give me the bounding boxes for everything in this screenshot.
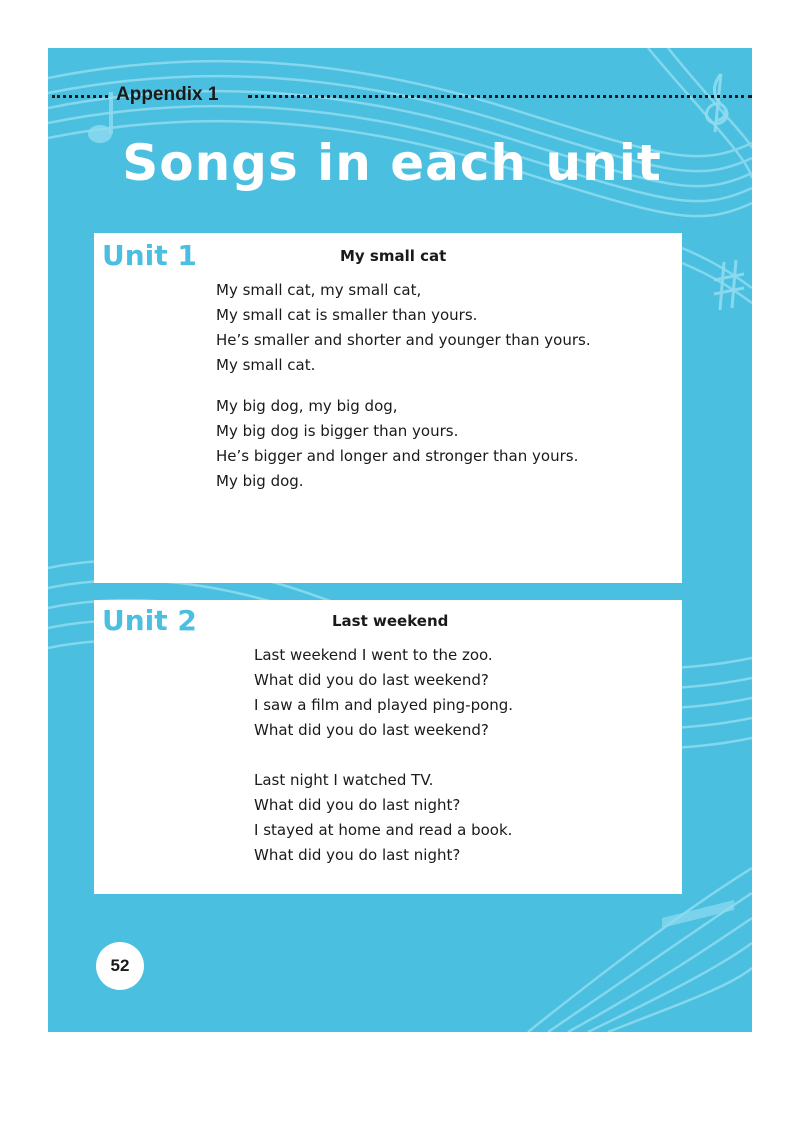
unit-label: Unit 1	[102, 239, 197, 272]
lyric-line: Last weekend I went to the zoo.	[254, 646, 493, 664]
music-note-icon	[658, 888, 738, 948]
song-title: Last weekend	[332, 612, 449, 630]
lyric-line: My big dog, my big dog,	[216, 397, 398, 415]
page-title: Songs in each unit	[122, 134, 662, 192]
dotted-rule-right	[248, 95, 752, 98]
unit-label: Unit 2	[102, 604, 197, 637]
lyric-line: My big dog is bigger than yours.	[216, 422, 459, 440]
lyric-line: He’s bigger and longer and stronger than yours.	[216, 447, 579, 465]
stanza	[216, 394, 578, 494]
page-number: 52	[110, 956, 130, 975]
sharp-icon	[712, 258, 746, 314]
stanza	[254, 643, 513, 743]
song-title: My small cat	[340, 247, 447, 265]
stanza	[254, 768, 512, 868]
lyric-line: What did you do last night?	[254, 846, 461, 864]
unit-2-card	[94, 600, 682, 894]
stanza	[216, 278, 591, 378]
lyric-line: What did you do last weekend?	[254, 721, 489, 739]
appendix-header	[52, 84, 752, 108]
lyric-line: My small cat is smaller than yours.	[216, 306, 478, 324]
appendix-label: Appendix 1	[116, 84, 219, 105]
lyric-line: What did you do last night?	[254, 796, 461, 814]
lyric-line: My small cat, my small cat,	[216, 281, 422, 299]
lyric-line: What did you do last weekend?	[254, 671, 489, 689]
unit-1-card	[94, 233, 682, 583]
lyric-line: Last night I watched TV.	[254, 771, 434, 789]
lyric-line: My big dog.	[216, 472, 304, 490]
dotted-rule-left	[52, 95, 108, 98]
lyric-line: I stayed at home and read a book.	[254, 821, 513, 839]
lyric-line: My small cat.	[216, 356, 316, 374]
lyric-line: He’s smaller and shorter and younger than yours.	[216, 331, 591, 349]
page-number-badge	[96, 942, 144, 990]
lyric-line: I saw a film and played ping-pong.	[254, 696, 514, 714]
